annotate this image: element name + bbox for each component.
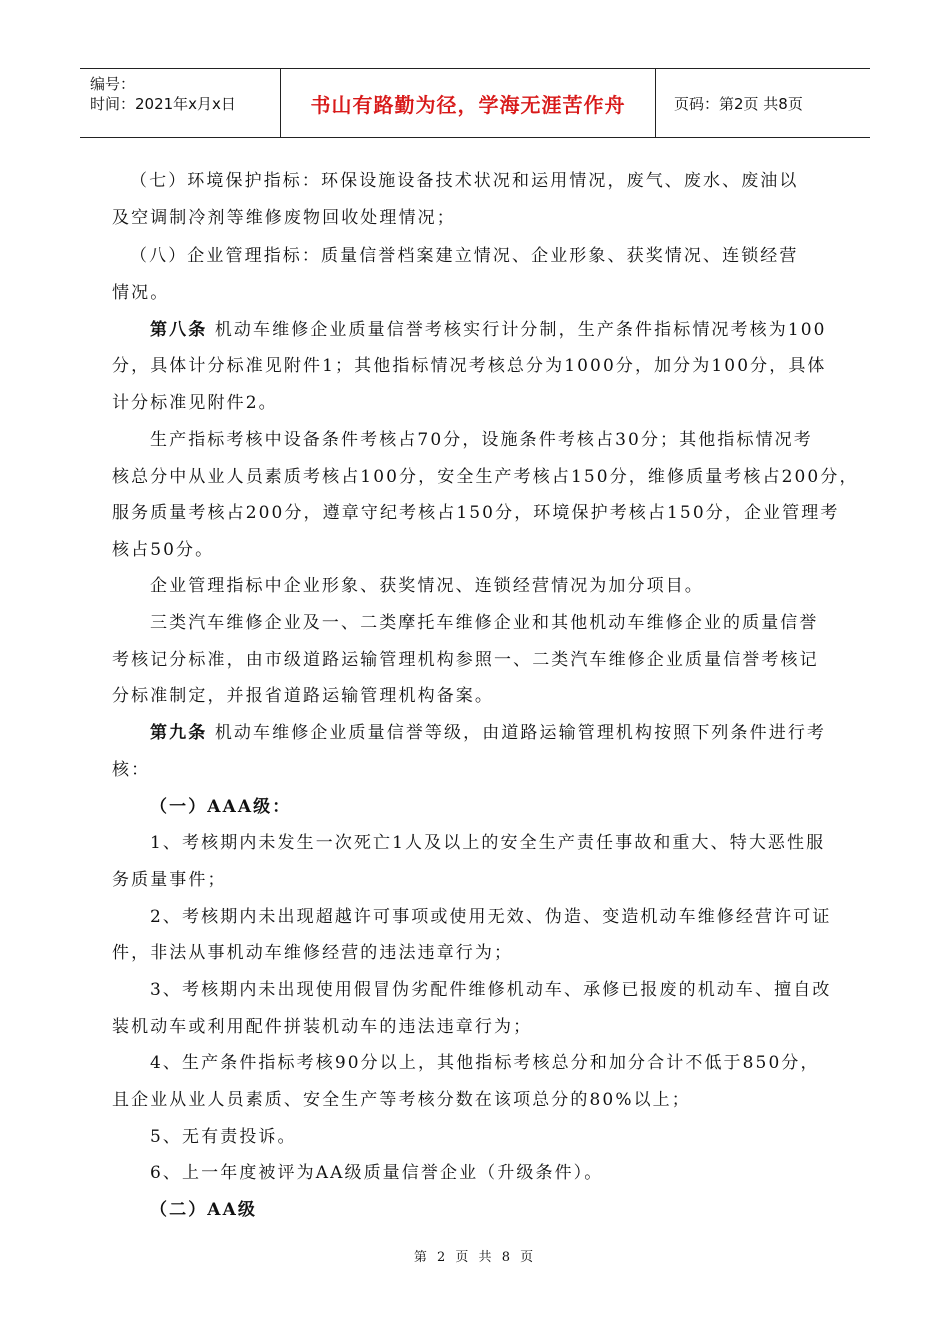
section-heading: （二）AA级: [150, 1200, 257, 1220]
text-line: 装机动车或利用配件拼装机动车的违法违章行为；: [112, 1017, 533, 1037]
header-left-cell: [80, 69, 281, 137]
page-footer: 第 2 页 共 8 页: [413, 1250, 537, 1265]
text-line: 6、上一年度被评为AA级质量信誉企业（升级条件）。: [150, 1163, 604, 1183]
text-line: （八）企业管理指标：质量信誉档案建立情况、企业形象、获奖情况、连锁经营: [130, 246, 799, 266]
page-label: 页码：第2页 共8页: [674, 94, 803, 113]
text-line: 情况。: [112, 283, 170, 303]
time-label: 时间：2021年x月x日: [90, 95, 236, 113]
article-nine-line: [150, 722, 826, 744]
number-label: 编号：: [90, 75, 136, 93]
text-line: （七）环境保护指标：环保设施设备技术状况和运用情况，废气、废水、废油以: [130, 171, 799, 191]
text-line: 三类汽车维修企业及一、二类摩托车维修企业和其他机动车维修企业的质量信誉: [150, 613, 819, 633]
article-label: 第九条: [150, 723, 208, 743]
text-line: 计分标准见附件2。: [112, 393, 278, 413]
text-line: 考核记分标准，由市级道路运输管理机构参照一、二类汽车维修企业质量信誉考核记: [112, 650, 819, 670]
page-label-cell: [664, 69, 870, 137]
text-line: 核总分中从业人员素质考核占100分，安全生产考核占150分，维修质量考核占200分，: [112, 467, 859, 487]
text-line: 机动车维修企业质量信誉考核实行计分制，生产条件指标情况考核为100: [214, 320, 827, 340]
text-line: 分，具体计分标准见附件1；其他指标情况考核总分为1000分，加分为100分，具体: [112, 356, 827, 376]
text-line: 5、无有责投诉。: [150, 1127, 297, 1147]
text-line: 1、考核期内未发生一次死亡1人及以上的安全生产责任事故和重大、特大恶性服: [150, 833, 826, 853]
header-table: [80, 68, 870, 138]
text-line: 企业管理指标中企业形象、获奖情况、连锁经营情况为加分项目。: [150, 576, 704, 596]
text-line: 生产指标考核中设备条件考核占70分，设施条件考核占30分；其他指标情况考: [150, 430, 813, 450]
text-line: 4、生产条件指标考核90分以上，其他指标考核总分和加分合计不低于850分，: [150, 1053, 820, 1073]
text-line: 2、考核期内未出现超越许可事项或使用无效、伪造、变造机动车维修经营许可证: [150, 907, 832, 927]
text-line: 务质量事件；: [112, 870, 227, 890]
text-line: 分标准制定，并报省道路运输管理机构备案。: [112, 686, 494, 706]
text-line: 3、考核期内未出现使用假冒伪劣配件维修机动车、承修已报废的机动车、擅自改: [150, 980, 832, 1000]
text-line: 件，非法从事机动车维修经营的违法违章行为；: [112, 943, 514, 963]
article-eight-line: [150, 319, 827, 341]
text-line: 机动车维修企业质量信誉等级，由道路运输管理机构按照下列条件进行考: [214, 723, 827, 743]
motto: 书山有路勤为径，学海无涯苦作舟: [281, 69, 656, 137]
text-line: 服务质量考核占200分，遵章守纪考核占150分，环境保护考核占150分，企业管理考: [112, 503, 840, 523]
article-label: 第八条: [150, 320, 208, 340]
text-line: 核：: [112, 760, 151, 780]
text-line: 及空调制冷剂等维修废物回收处理情况；: [112, 208, 456, 228]
text-line: 且企业从业人员素质、安全生产等考核分数在该项总分的80%以上；: [112, 1090, 691, 1110]
section-heading: （一）AAA级：: [150, 797, 292, 817]
text-line: 核占50分。: [112, 540, 215, 560]
